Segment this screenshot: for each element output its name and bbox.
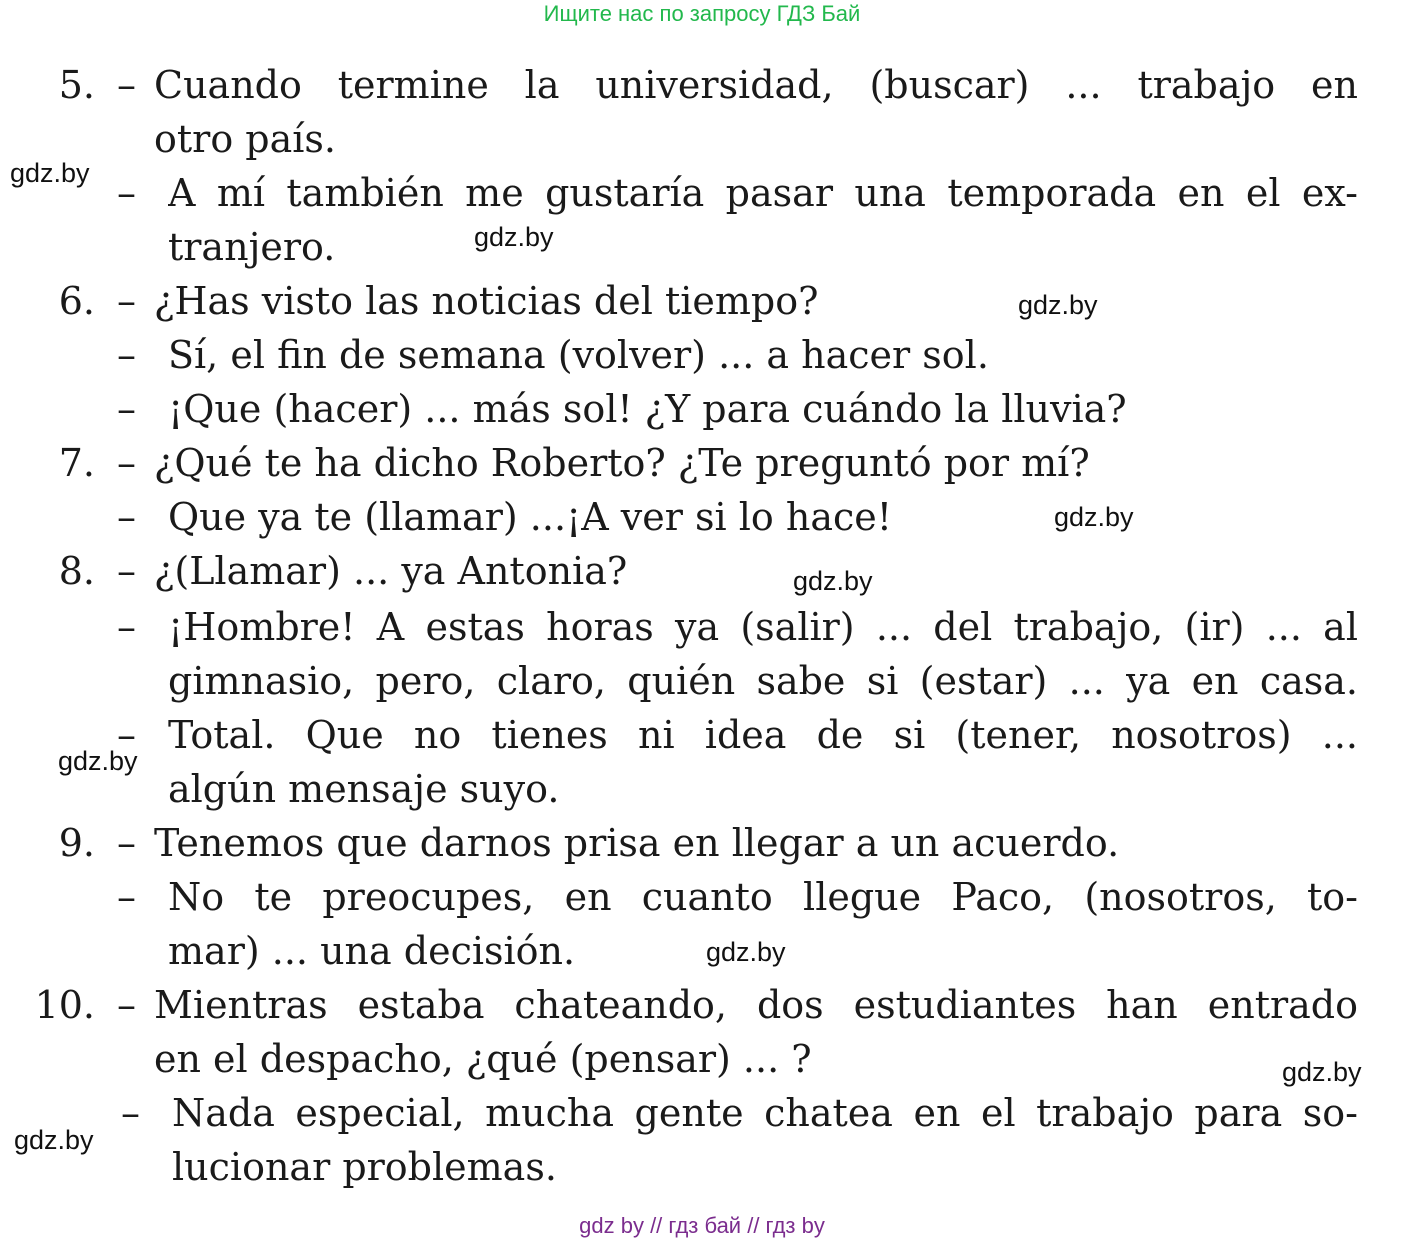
dialogue-dash: – [117,333,136,377]
watermark: gdz.by [14,1125,94,1155]
watermark: gdz.by [58,746,138,776]
exercise-number: 10. [34,983,95,1027]
dialogue-line: Total. Que no tienes ni idea de si (tener, nosotros) ... [168,713,1358,757]
dialogue-dash: – [117,171,136,215]
exercise-number: 7. [58,441,95,485]
dialogue-dash: – [121,1091,140,1135]
dialogue-line: ¿(Llamar) ... ya Antonia? [154,549,628,593]
exercise-number: 5. [58,63,95,107]
dialogue-line: A mí también me gustaría pasar una temporada en el ex- [168,171,1358,215]
dialogue-line: en el despacho, ¿qué (pensar) ... ? [154,1037,812,1081]
watermark: gdz.by [1018,290,1098,320]
footer-banner: gdz by // гдз бай // гдз by [579,1213,825,1238]
dialogue-dash: – [117,821,136,865]
watermark: gdz.by [1282,1057,1362,1087]
dialogue-dash: – [117,875,136,919]
exercise-number: 6. [58,279,95,323]
dialogue-line: Sí, el fin de semana (volver) ... a hacer sol. [168,333,989,377]
dialogue-line: Nada especial, mucha gente chatea en el trabajo para so- [172,1091,1358,1135]
dialogue-line: algún mensaje suyo. [168,767,560,811]
dialogue-line: Cuando termine la universidad, (buscar) ... trabajo en [154,63,1358,107]
dialogue-line: ¡Hombre! A estas horas ya (salir) ... del trabajo, (ir) ... al [168,605,1358,649]
dialogue-dash: – [117,549,136,593]
dialogue-dash: – [117,441,136,485]
exercise-number: 8. [58,549,95,593]
dialogue-dash: – [117,279,136,323]
dialogue-dash: – [117,387,136,431]
dialogue-dash: – [117,605,136,649]
dialogue-dash: – [117,983,136,1027]
dialogue-dash: – [117,63,136,107]
watermark: gdz.by [474,222,554,252]
dialogue-line: Mientras estaba chateando, dos estudiantes han entrado [154,983,1358,1027]
dialogue-dash: – [117,713,136,757]
dialogue-line: otro país. [154,117,336,161]
dialogue-line: ¿Has visto las noticias del tiempo? [154,279,819,323]
dialogue-line: ¿Qué te ha dicho Roberto? ¿Te preguntó por mí? [154,441,1090,485]
dialogue-line: ¡Que (hacer) ... más sol! ¿Y para cuándo la lluvia? [168,387,1127,431]
watermark: gdz.by [706,937,786,967]
watermark: gdz.by [1054,502,1134,532]
dialogue-line: mar) ... una decisión. [168,929,576,973]
exercise-number: 9. [58,821,95,865]
dialogue-line: Tenemos que darnos prisa en llegar a un acuerdo. [154,821,1120,865]
watermark: gdz.by [10,158,90,188]
dialogue-line: lucionar problemas. [172,1145,557,1189]
dialogue-dash: – [117,495,136,539]
dialogue-line: No te preocupes, en cuanto llegue Paco, (nosotros, to- [168,875,1358,919]
dialogue-line: tranjero. [168,225,336,269]
dialogue-line: Que ya te (llamar) ...¡A ver si lo hace! [168,495,893,539]
watermark: gdz.by [793,566,873,596]
header-banner: Ищите нас по запросу ГДЗ Бай [543,1,861,26]
dialogue-line: gimnasio, pero, claro, quién sabe si (estar) ... ya en casa. [168,659,1358,703]
